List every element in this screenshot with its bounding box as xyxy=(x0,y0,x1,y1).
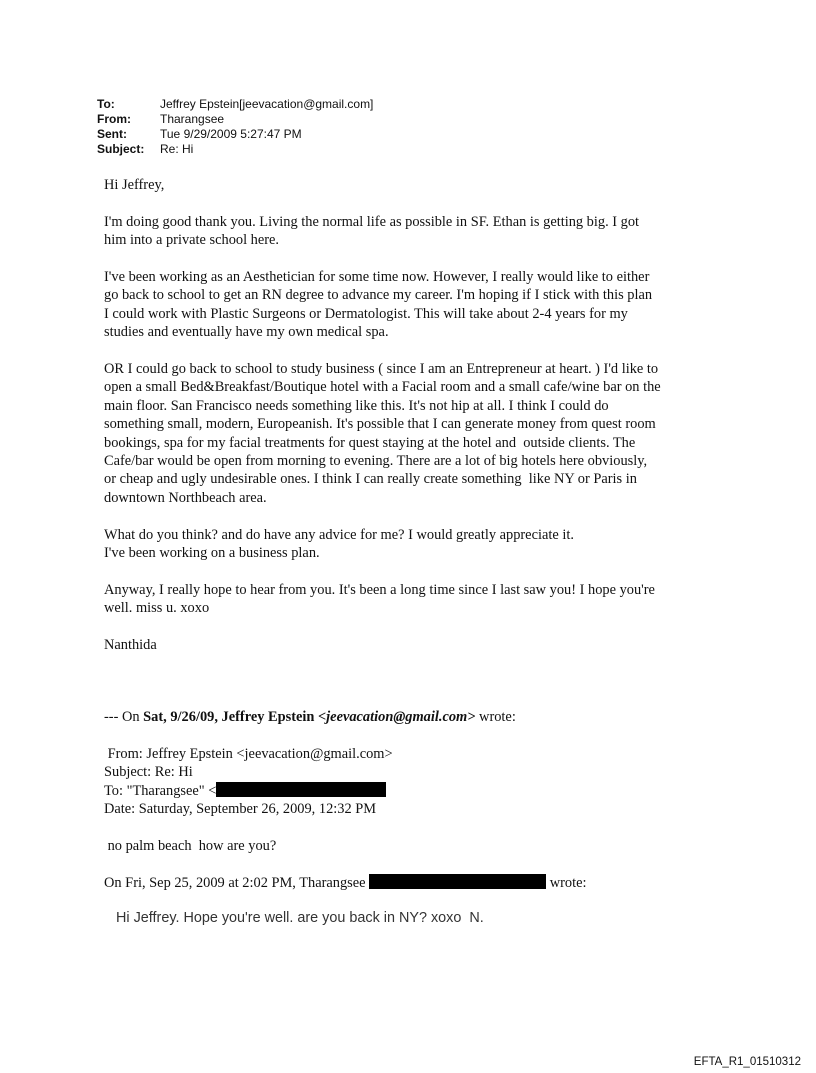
quote-from-line: From: Jeffrey Epstein <jeevacation@gmail.com> xyxy=(104,745,393,762)
quote-intro-suffix: wrote: xyxy=(475,709,516,725)
greeting: Hi Jeffrey, xyxy=(104,177,165,193)
quote-on-suffix: wrote: xyxy=(546,874,587,891)
sent-row xyxy=(97,127,373,142)
paragraph: I've been working as an Aesthetician for some time now. However, I really would like to either go back to school to get an RN degree to advance my career. I'm hoping if I stick with this plan I could work with Plastic Surgeons or Dermatologist. This will take about 2-4 years for my studies and eventually have my own medical spa. xyxy=(104,269,653,341)
quote-subject-line: Subject: Re: Hi xyxy=(104,764,193,781)
subject-row xyxy=(97,142,373,157)
to-row xyxy=(97,97,373,112)
from-label: From: xyxy=(97,112,131,126)
quote-intro-date: Sat, 9/26/09, Jeffrey Epstein xyxy=(143,709,318,725)
quote-to-text: To: "Tharangsee" < xyxy=(104,782,217,799)
quote-intro xyxy=(104,708,744,726)
paragraph: What do you think? and do have any advice for me? I would greatly appreciate it. I've been working on a business plan. xyxy=(104,526,574,562)
quote-reply: no palm beach how are you? xyxy=(104,837,277,854)
to-value: Jeffrey Epstein[jeevacation@gmail.com] xyxy=(160,97,374,111)
to-label: To: xyxy=(97,97,115,111)
quote-on-prefix: On Fri, Sep 25, 2009 at 2:02 PM, Tharangsee xyxy=(104,874,370,891)
quote-date-line: Date: Saturday, September 26, 2009, 12:32 PM xyxy=(104,801,377,818)
paragraph: OR I could go back to school to study business ( since I am an Entrepreneur at heart. ) I'd like to open a small Bed&Breakfast/Boutique hotel with a Facial room and a small cafe/wine bar on the main floor. San Francisco needs something like this. It's not hip at all. I think I could do something small, modern, Europeanish. It's possible that I can generate money from quest room bookings, spa for my facial treatments for quest staying at the hotel and outside clients. The Cafe/bar would be open from morning to evening. There are a lot of big hotels here obviously, or cheap and ugly undesirable ones. I think I can really create something like NY or Paris in downtown Northbeach area. xyxy=(104,361,661,506)
paragraph: I'm doing good thank you. Living the normal life as possible in SF. Ethan is getting big. I got him into a private school here. xyxy=(104,213,640,249)
from-row xyxy=(97,112,373,127)
email-header xyxy=(97,97,373,157)
paragraph: Anyway, I really hope to hear from you. It's been a long time since I last saw you! I hope you're well. miss u. xoxo xyxy=(104,581,655,617)
document-id: EFTA_R1_01510312 xyxy=(693,1056,801,1068)
quoted-thread xyxy=(104,708,744,892)
quote-to-line xyxy=(104,782,744,800)
signature: Nanthida xyxy=(104,637,157,654)
quote-intro-prefix: --- On xyxy=(104,709,144,725)
original-message: Hi Jeffrey. Hope you're well. are you back in NY? xoxo N. xyxy=(116,910,484,926)
sent-label: Sent: xyxy=(97,127,127,141)
quote-intro-email: <jeevacation@gmail.com> xyxy=(317,709,476,725)
message-body xyxy=(104,176,744,654)
subject-label: Subject: xyxy=(97,142,145,156)
redaction-bar xyxy=(216,782,386,797)
sent-value: Tue 9/29/2009 5:27:47 PM xyxy=(160,127,302,141)
from-value: Tharangsee xyxy=(160,112,225,126)
subject-value: Re: Hi xyxy=(160,142,194,156)
redaction-bar xyxy=(369,874,546,889)
quote-on-line xyxy=(104,874,744,892)
